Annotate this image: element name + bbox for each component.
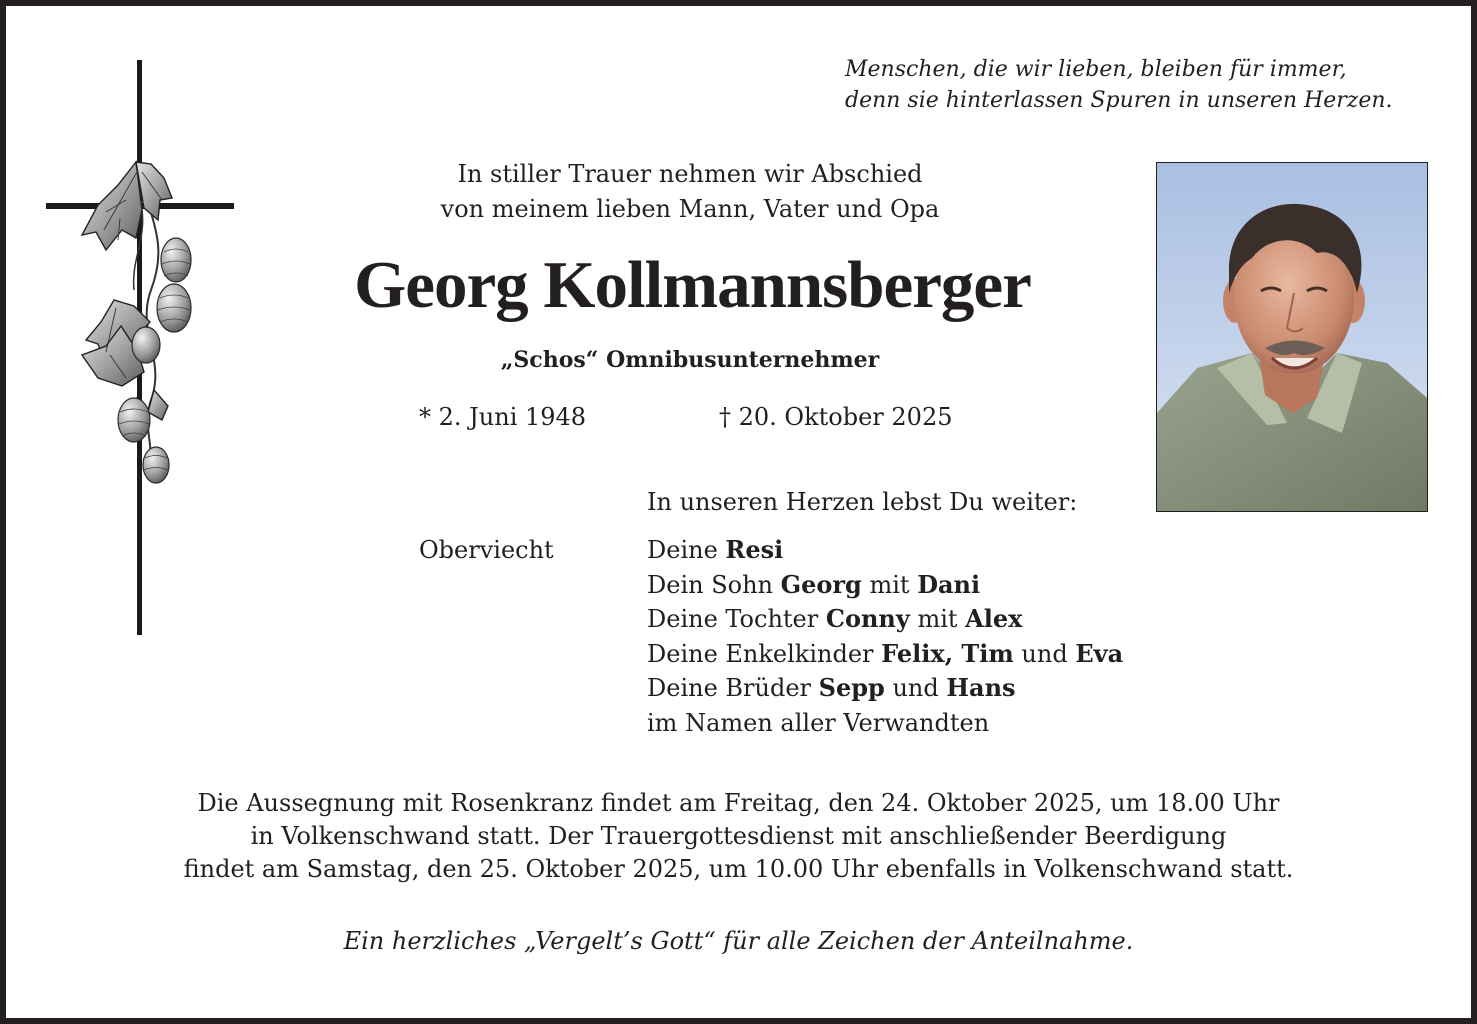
closing-line: In unseren Herzen lebst Du weiter: (647, 488, 1078, 516)
mourner-line (647, 671, 1123, 706)
mourner-name: Dani (917, 569, 981, 599)
mourner-connector: mit (909, 605, 966, 633)
thanks-line: Ein herzliches „Vergelt’s Gott“ für alle Zeichen der Anteilnahme. (343, 927, 1134, 955)
quote-line-2: denn sie hinterlassen Spuren in unseren Herzen. (845, 88, 1393, 113)
mourner-relation: Deine Enkelkinder (647, 639, 882, 668)
deceased-name: Georg Kollmannsberger (354, 248, 1031, 322)
mourner-relation: Dein Sohn (647, 570, 781, 599)
notice-line-1: Die Aussegnung mit Rosenkranz findet am Freitag, den 24. Oktober 2025, um 18.00 Uhr (197, 789, 1280, 817)
mourner-name: Georg (780, 569, 862, 599)
intro-text (290, 157, 1090, 227)
deceased-nickname: „Schos“ Omnibusunternehmer (500, 347, 880, 373)
mourner-line (647, 568, 1123, 603)
intro-line-1: In stiller Trauer nehmen wir Abschied (457, 160, 923, 188)
notice-line-2: in Volkenschwand statt. Der Trauergottesdienst mit anschließender Beerdigung (250, 822, 1227, 850)
mourners-list (647, 533, 1123, 740)
mourner-name: Eva (1075, 638, 1124, 668)
portrait-photo (1156, 162, 1428, 512)
mourner-name: Alex (965, 604, 1023, 633)
mourner-line: im Namen aller Verwandten (647, 708, 990, 737)
birth-date: * 2. Juni 1948 (419, 403, 587, 431)
mourner-line (647, 637, 1123, 672)
place-name: Oberviecht (419, 536, 554, 564)
mourner-connector: mit (861, 570, 918, 599)
mourner-relation: Deine Brüder (647, 674, 819, 702)
memorial-quote (845, 54, 1393, 116)
mourner-relation: Deine (647, 536, 726, 564)
intro-line-2: von meinem lieben Mann, Vater und Opa (440, 195, 940, 223)
mourner-relation: Deine Tochter (647, 605, 826, 633)
mourner-name: Conny (825, 604, 910, 633)
mourner-name: Sepp (818, 673, 885, 702)
mourner-line (647, 602, 1123, 637)
funeral-notice (100, 787, 1377, 886)
cross-with-hop-vine-icon (46, 60, 236, 640)
mourner-line (647, 533, 1123, 568)
mourner-connector: und (884, 674, 947, 702)
mourner-name: Felix, Tim (881, 638, 1014, 668)
mourner-name: Resi (725, 535, 784, 564)
notice-line-3: findet am Samstag, den 25. Oktober 2025, um 10.00 Uhr ebenfalls in Volkenschwand statt. (183, 855, 1294, 883)
death-date: † 20. Oktober 2025 (719, 403, 953, 431)
mourner-connector: und (1013, 639, 1076, 668)
quote-line-1: Menschen, die wir lieben, bleiben für immer, (845, 57, 1347, 82)
mourner-name: Hans (946, 673, 1016, 702)
